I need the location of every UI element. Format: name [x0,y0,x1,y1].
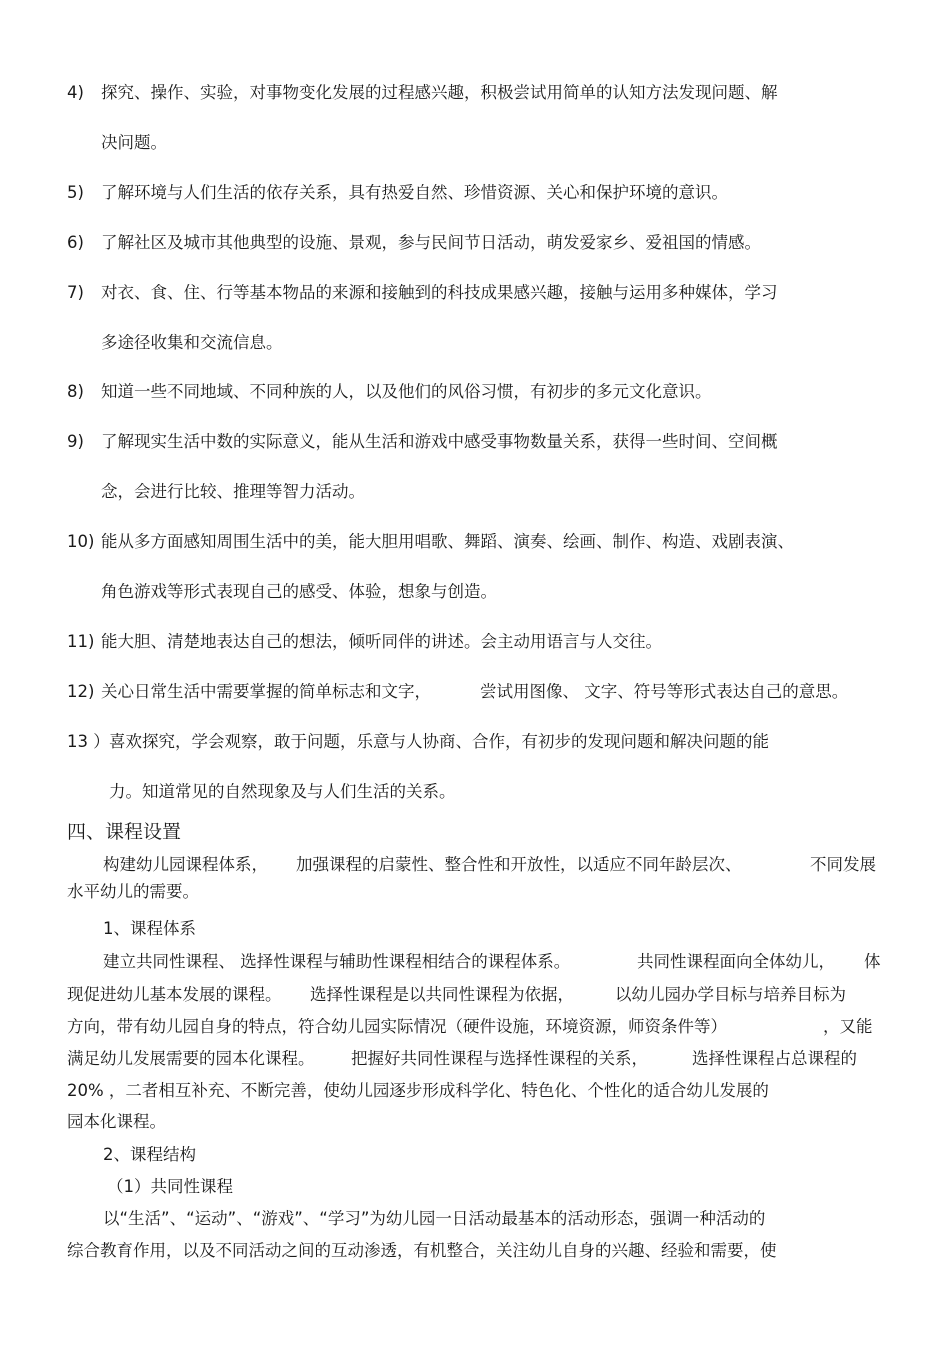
intro-text: 不同发展 [810,855,876,874]
subsection-item: （1）共同性课程 [107,1177,233,1196]
body-text: 20% ，二者相互补充、不断完善，使幼儿园逐步形成科学化、特色化、个性化的适合幼儿发展的 [67,1081,769,1100]
list-number: 4) [67,83,84,102]
list-item-text: 知道一些不同地域、不同种族的人，以及他们的风俗习惯，有初步的多元文化意识。 [101,382,712,401]
list-item-text-continued: 角色游戏等形式表现自己的感受、体验，想象与创造。 [101,582,497,601]
body-text: 以“生活”、“运动”、“游戏”、“学习”为幼儿园一日活动最基本的活动形态，强调一种活动的 [103,1209,766,1228]
body-text: 综合教育作用，以及不同活动之间的互动渗透，有机整合，关注幼儿自身的兴趣、经验和需要，使 [67,1241,777,1260]
list-number: 9) [67,432,84,451]
list-item-text-continued: 决问题。 [101,133,167,152]
list-number: 13 ） [67,732,110,751]
list-number: 7) [67,283,84,302]
list-item-text: 关心日常生活中需要掌握的简单标志和文字， [101,682,431,701]
body-text: 共同性课程面向全体幼儿， [637,952,835,971]
list-number: 6) [67,233,84,252]
body-text: ，又能 [823,1017,873,1036]
list-item-text: 了解现实生活中数的实际意义，能从生活和游戏中感受事物数量关系，获得一些时间、空间概 [101,432,778,451]
body-text: 建立共同性课程、 选择性课程与辅助性课程相结合的课程体系。 [103,952,571,971]
intro-text: 构建幼儿园课程体系， [103,855,268,874]
body-text: 以幼儿园办学目标与培养目标为 [615,985,846,1004]
list-item-text: 了解社区及城市其他典型的设施、景观，参与民间节日活动，萌发爱家乡、爱祖国的情感。 [101,233,761,252]
body-text: 现促进幼儿基本发展的课程。 [67,985,282,1004]
body-text: 体 [864,952,881,971]
list-item-text-continued: 多途径收集和交流信息。 [101,333,283,352]
list-number: 5) [67,183,84,202]
body-text: 把握好共同性课程与选择性课程的关系， [351,1049,648,1068]
list-number: 10) [67,532,95,551]
list-item-text: 喜欢探究，学会观察，敢于问题，乐意与人协商、合作，有初步的发现问题和解决问题的能 [109,732,769,751]
list-item-text: 能从多方面感知周围生活中的美，能大胆用唱歌、舞蹈、演奏、绘画、制作、构造、戏剧表演、 [101,532,794,551]
body-text: 选择性课程占总课程的 [692,1049,857,1068]
list-item-text-part2: 尝试用图像、 文字、符号等形式表达自己的意思。 [480,682,849,701]
list-item-text: 探究、操作、实验，对事物变化发展的过程感兴趣，积极尝试用简单的认知方法发现问题、解 [101,83,778,102]
list-number: 8) [67,382,84,401]
body-text: 选择性课程是以共同性课程为依据， [310,985,574,1004]
list-item-text-continued: 力。知道常见的自然现象及与人们生活的关系。 [109,782,456,801]
body-text: 方向，带有幼儿园自身的特点，符合幼儿园实际情况（硬件设施，环境资源，师资条件等） [67,1017,727,1036]
list-item-text: 对衣、食、住、行等基本物品的来源和接触到的科技成果感兴趣，接触与运用多种媒体，学习 [101,283,778,302]
body-text: 满足幼儿发展需要的园本化课程。 [67,1049,315,1068]
list-item-text: 能大胆、清楚地表达自己的想法，倾听同伴的讲述。会主动用语言与人交往。 [101,632,662,651]
subsection-title: 1、课程体系 [103,919,196,938]
list-item-text: 了解环境与人们生活的依存关系，具有热爱自然、珍惜资源、关心和保护环境的意识。 [101,183,728,202]
intro-text: 水平幼儿的需要。 [67,882,199,901]
section-heading: 四、课程设置 [67,821,182,843]
body-text: 园本化课程。 [67,1112,166,1131]
intro-text: 加强课程的启蒙性、整合性和开放性，以适应不同年龄层次、 [296,855,742,874]
list-item-text-continued: 念，会进行比较、推理等智力活动。 [101,482,365,501]
list-number: 12) [67,682,95,701]
subsection-title: 2、课程结构 [103,1145,196,1164]
list-number: 11) [67,632,95,651]
